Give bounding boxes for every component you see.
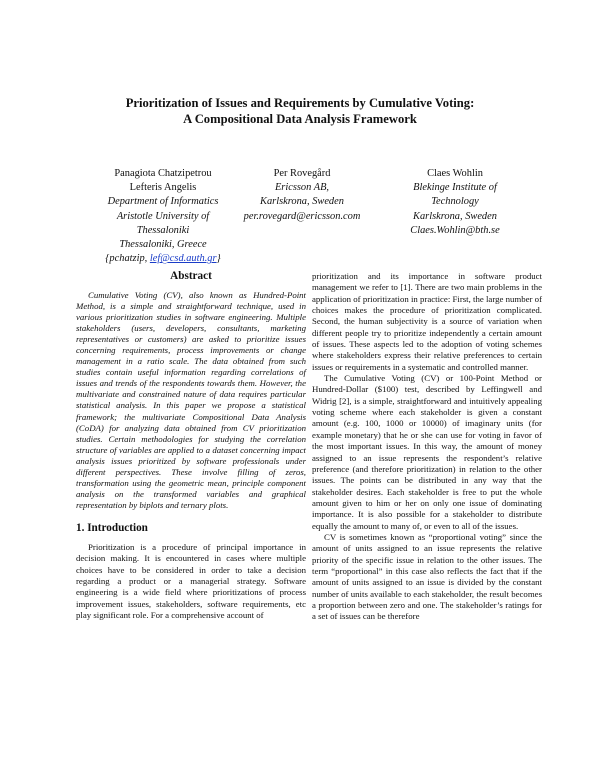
introduction-heading: 1. Introduction	[76, 521, 148, 534]
author-email	[78, 252, 248, 266]
email-prefix: {pchatzip,	[105, 253, 150, 265]
author-affiliation: Thessaloniki	[136, 224, 190, 236]
abstract-text: Cumulative Voting (CV), also known as Hundred-Point Method, is a simple and straightforward technique, used in various prioritization studies in software engineering. Multiple stakeholders (users, developers, consultants, marketing representatives or customers) are asked to prioritize issues concerning requirements, process improvements or change management in a ratio scale. The data obtained from such studies contain useful information regarding correlations of issues and trends of the respondents towards them. However, the multivariate and constrained nature of data requires particular statistical analysis. In this paper we propose a statistical framework; the multivariate Compositional Data Analysis (CoDA) for analyzing data obtained from CV prioritization studies. Certain methodologies for studying the correlation structure of variables are applied to a dataset concerning impact analysis issues prioritized by software professionals under different perspectives. These involve filling of zeros, transformation using the geometric mean, principle component analysis on the transformed variables and graphical representation by biplots and ternary plots.	[76, 290, 306, 510]
author-affiliation: Karlskrona, Sweden	[413, 210, 497, 222]
author-name: Panagiota Chatzipetrou	[114, 168, 212, 179]
email-link[interactable]: lef@csd.auth.gr	[149, 253, 217, 265]
abstract-heading: Abstract	[170, 270, 212, 282]
author-affiliation: Ericsson AB,	[274, 182, 330, 194]
author-name: Lefteris Angelis	[129, 182, 197, 194]
title-line-1: Prioritization of Issues and Requirements by Cumulative Voting:	[125, 96, 475, 110]
author-block-3	[380, 167, 530, 238]
author-block-2	[222, 167, 382, 224]
body-paragraph: CV is sometimes known as “proportional voting” since the amount of units assigned to an issue represents the relative priority of the specific issue in relation to the other issues. The term “proportional” in this case also reflects the fact that if the amount of units assigned to an issue is divided by the constant number of units available to each stakeholder, the result becomes a proportion between zero and one. The stakeholder’s ratings for a set of issues can be therefore	[312, 531, 542, 622]
body-paragraph: prioritization and its importance in software product management we refer to [1]. There are two main problems in the application of prioritization in practice: First, the large number of choices makes the procedure of prioritization complicated. Second, the human subjectivity is a source of variation when different people try to prioritize independently a certain amount of issues. These aspects led to the adoption of voting schemes where stakeholders express their relative preferences to certain issues or requirements in a systematic and controlled manner.	[312, 271, 542, 372]
right-column	[312, 271, 542, 623]
author-name: Claes Wohlin	[427, 168, 483, 179]
title-line-2: A Compositional Data Analysis Framework	[183, 112, 417, 126]
author-affiliation: Technology	[431, 196, 479, 208]
author-affiliation: Department of Informatics	[107, 196, 219, 208]
introduction-paragraph: Prioritization is a procedure of principal importance in decision making. It is encountered in cases where multiple choices have to be considered in order to take a decision regarding a product or a managerial strategy. Software engineering is a wide field where prioritizations of process improvement issues, stakeholders, software requirements, etc play significant role. For a comprehensive account of	[76, 541, 306, 620]
author-email: per.rovegard@ericsson.com	[243, 210, 361, 222]
author-affiliation: Blekinge Institute of	[413, 182, 497, 194]
author-email: Claes.Wohlin@bth.se	[410, 224, 500, 236]
author-name: Per Rovegård	[273, 168, 331, 179]
email-suffix: }	[216, 253, 221, 265]
left-column	[76, 270, 306, 621]
body-paragraph: The Cumulative Voting (CV) or 100-Point Method or Hundred-Dollar ($100) test, described by Leffingwell and Widrig [2], is a simple, straightforward and intuitively appealing voting scheme where each stakeholder is given a constant amount (e.g. 100, 1000 or 10000) of imaginary units (for example monetary) that he or she can use for voting in favor of the most important issues. In this way, the amount of money assigned to an issue represents the respondent’s relative preference (and therefore prioritization) in relation to the other issues. The points can be distributed in any way that the stakeholder desires. Each stakeholder is free to put the whole amount given to him or her on only one issue of dominating importance. It is also possible for a stakeholder to distribute equally the amount to many of, or even to all of the issues.	[312, 373, 542, 531]
author-affiliation: Karlskrona, Sweden	[260, 196, 344, 208]
author-affiliation: Aristotle University of	[116, 210, 210, 222]
author-affiliation: Thessaloniki, Greece	[119, 239, 207, 251]
paper-title	[0, 95, 600, 127]
